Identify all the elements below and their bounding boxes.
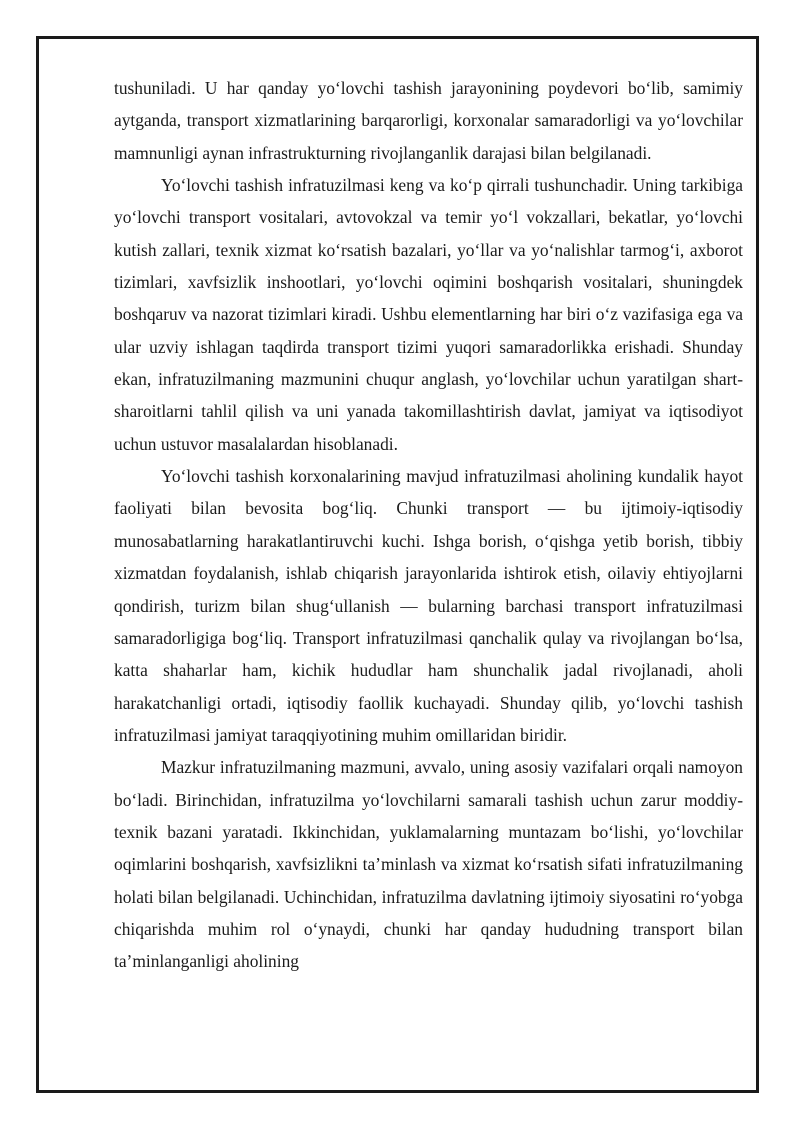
- paragraph-2: Yo‘lovchi tashish infratuzilmasi keng va ko‘p qirrali tushunchadir. Uning tarkibiga yo‘lovchi transport vositalari, avtovokzal va temir yo‘l vokzallari, bekatlar, yo‘lovchi kutish zallari, texnik xizmat ko‘rsatish bazalari, yo‘llar va yo‘nalishlar tarmog‘i, axborot tizimlari, xavfsizlik inshootlari, yo‘lovchi oqimini boshqarish vositalari, shuningdek boshqaruv va nazorat tizimlari kiradi. Ushbu elementlarning har biri o‘z vazifasiga ega va ular uzviy ishlagan taqdirda transport tizimi yuqori samaradorlikka erishadi. Shunday ekan, infratuzilmaning mazmunini chuqur anglash, yo‘lovchilar uchun yaratilgan shart-sharoitlarni tahlil qilish va uni yanada takomillashtirish davlat, jamiyat va iqtisodiyot uchun ustuvor masalalardan hisoblanadi.: [114, 175, 743, 454]
- paragraph-1: tushuniladi. U har qanday yo‘lovchi tashish jarayonining poydevori bo‘lib, samimiy aytganda, transport xizmatlarining barqarorligi, korxonalar samaradorligi va yo‘lovchilar mamnunligi aynan infrastrukturning rivojlanganlik darajasi bilan belgilanadi.: [114, 78, 743, 163]
- document-body: [114, 72, 743, 978]
- paragraph-4: Mazkur infratuzilmaning mazmuni, avvalo, uning asosiy vazifalari orqali namoyon bo‘ladi. Birinchidan, infratuzilma yo‘lovchilarni samarali tashish uchun zarur moddiy-texnik bazani yaratadi. Ikkinchidan, yuklamalarning muntazam bo‘lishi, yo‘lovchilar oqimlarini boshqarish, xavfsizlikni ta’minlash va xizmat ko‘rsatish sifati infratuzilmaning holati bilan belgilanadi. Uchinchidan, infratuzilma davlatning ijtimoiy siyosatini ro‘yobga chiqarishda muhim rol o‘ynaydi, chunki har qanday hududning transport bilan ta’minlanganligi aholining: [114, 757, 743, 972]
- paragraph-3: Yo‘lovchi tashish korxonalarining mavjud infratuzilmasi aholining kundalik hayot faoliyati bilan bevosita bog‘liq. Chunki transport — bu ijtimoiy-iqtisodiy munosabatlarning harakatlantiruvchi kuchi. Ishga borish, o‘qishga yetib borish, tibbiy xizmatdan foydalanish, ishlab chiqarish jarayonlarida ishtirok etish, oilaviy ehtiyojlarni qondirish, turizm bilan shug‘ullanish — bularning barchasi transport infratuzilmasi samaradorligiga bog‘liq. Transport infratuzilmasi qanchalik qulay va rivojlangan bo‘lsa, katta shaharlar ham, kichik hududlar ham shunchalik jadal rivojlanadi, aholi harakatchanligi ortadi, iqtisodiy faollik kuchayadi. Shunday qilib, yo‘lovchi tashish infratuzilmasi jamiyat taraqqiyotining muhim omillaridan biridir.: [114, 466, 743, 745]
